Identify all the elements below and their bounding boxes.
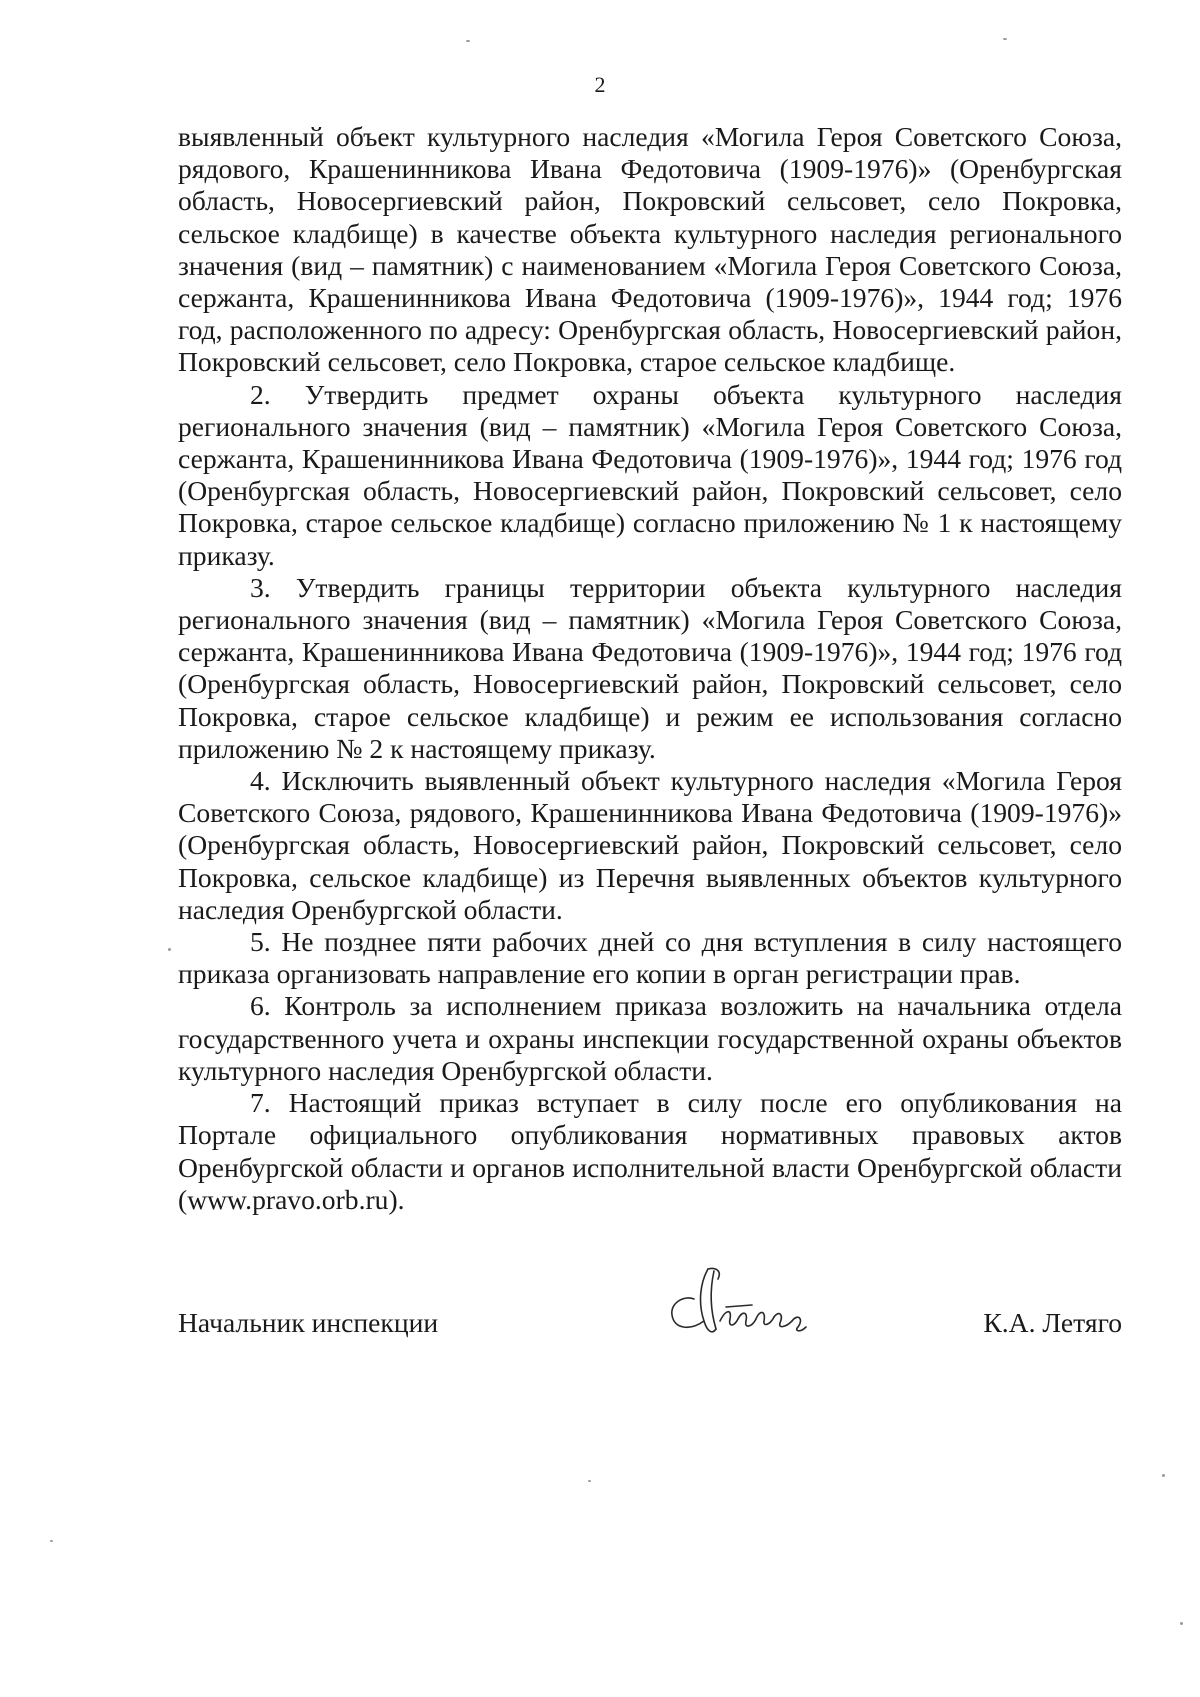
scan-speck <box>466 40 470 42</box>
signature-block <box>178 1293 1122 1353</box>
scan-speck <box>50 1540 53 1542</box>
page-number: 2 <box>594 72 606 97</box>
order-body <box>178 121 1122 1216</box>
paragraph-7: 7. Настоящий приказ вступает в силу после его опубликования на Портале официального опубликования нормативных правовых актов Оренбургской области и органов исполнительной власти Оренбургской области (www.pravo.orb.ru). <box>178 1087 1122 1215</box>
scan-speck <box>1162 1474 1165 1477</box>
signatory-position: Начальник инспекции <box>178 1307 439 1338</box>
paragraph-4: 4. Исключить выявленный объект культурного наследия «Могила Героя Советского Союза, рядового, Крашенинникова Ивана Федотовича (1909-1976)» (Оренбургская область, Новосергиевский район, Покровский сельсовет, село Покровка, сельское кладбище) из Перечня выявленных объектов культурного наследия Оренбургской области. <box>178 765 1122 925</box>
paragraph-6: 6. Контроль за исполнением приказа возложить на начальника отдела государственного учета и охраны инспекции государственной охраны объектов культурного наследия Оренбургской области. <box>178 990 1122 1086</box>
handwritten-signature <box>660 1263 840 1353</box>
scan-speck <box>1003 38 1007 40</box>
paragraph-5: 5. Не позднее пяти рабочих дней со дня вступления в силу настоящего приказа организовать направление его копии в орган регистрации прав. <box>178 926 1122 990</box>
scan-speck <box>168 948 171 951</box>
paragraph-1-continuation: выявленный объект культурного наследия «Могила Героя Советского Союза, рядового, Крашенинникова Ивана Федотовича (1909-1976)» (Оренбургская область, Новосергиевский район, Покровский сельсовет, село Покровка, сельское кладбище) в качестве объекта культурного наследия регионального значения (вид – памятник) с наименованием «Могила Героя Советского Союза, сержанта, Крашенинникова Ивана Федотовича (1909-1976)», 1944 год; 1976 год, расположенного по адресу: Оренбургская область, Новосергиевский район, Покровский сельсовет, село Покровка, старое сельское кладбище. <box>178 121 1122 378</box>
scan-speck <box>588 1480 591 1482</box>
paragraph-2: 2. Утвердить предмет охраны объекта культурного наследия регионального значения (вид – памятник) «Могила Героя Советского Союза, сержанта, Крашенинникова Ивана Федотовича (1909-1976)», 1944 год; 1976 год (Оренбургская область, Новосергиевский район, Покровский сельсовет, село Покровка, старое сельское кладбище) согласно приложению № 1 к настоящему приказу. <box>178 378 1122 571</box>
scan-speck <box>1180 1622 1183 1625</box>
signatory-name: К.А. Летяго <box>983 1307 1122 1338</box>
paragraph-3: 3. Утвердить границы территории объекта культурного наследия регионального значения (вид – памятник) «Могила Героя Советского Союза, сержанта, Крашенинникова Ивана Федотовича (1909-1976)», 1944 год; 1976 год (Оренбургская область, Новосергиевский район, Покровский сельсовет, село Покровка, старое сельское кладбище) и режим ее использования согласно приложению № 2 к настоящему приказу. <box>178 571 1122 764</box>
